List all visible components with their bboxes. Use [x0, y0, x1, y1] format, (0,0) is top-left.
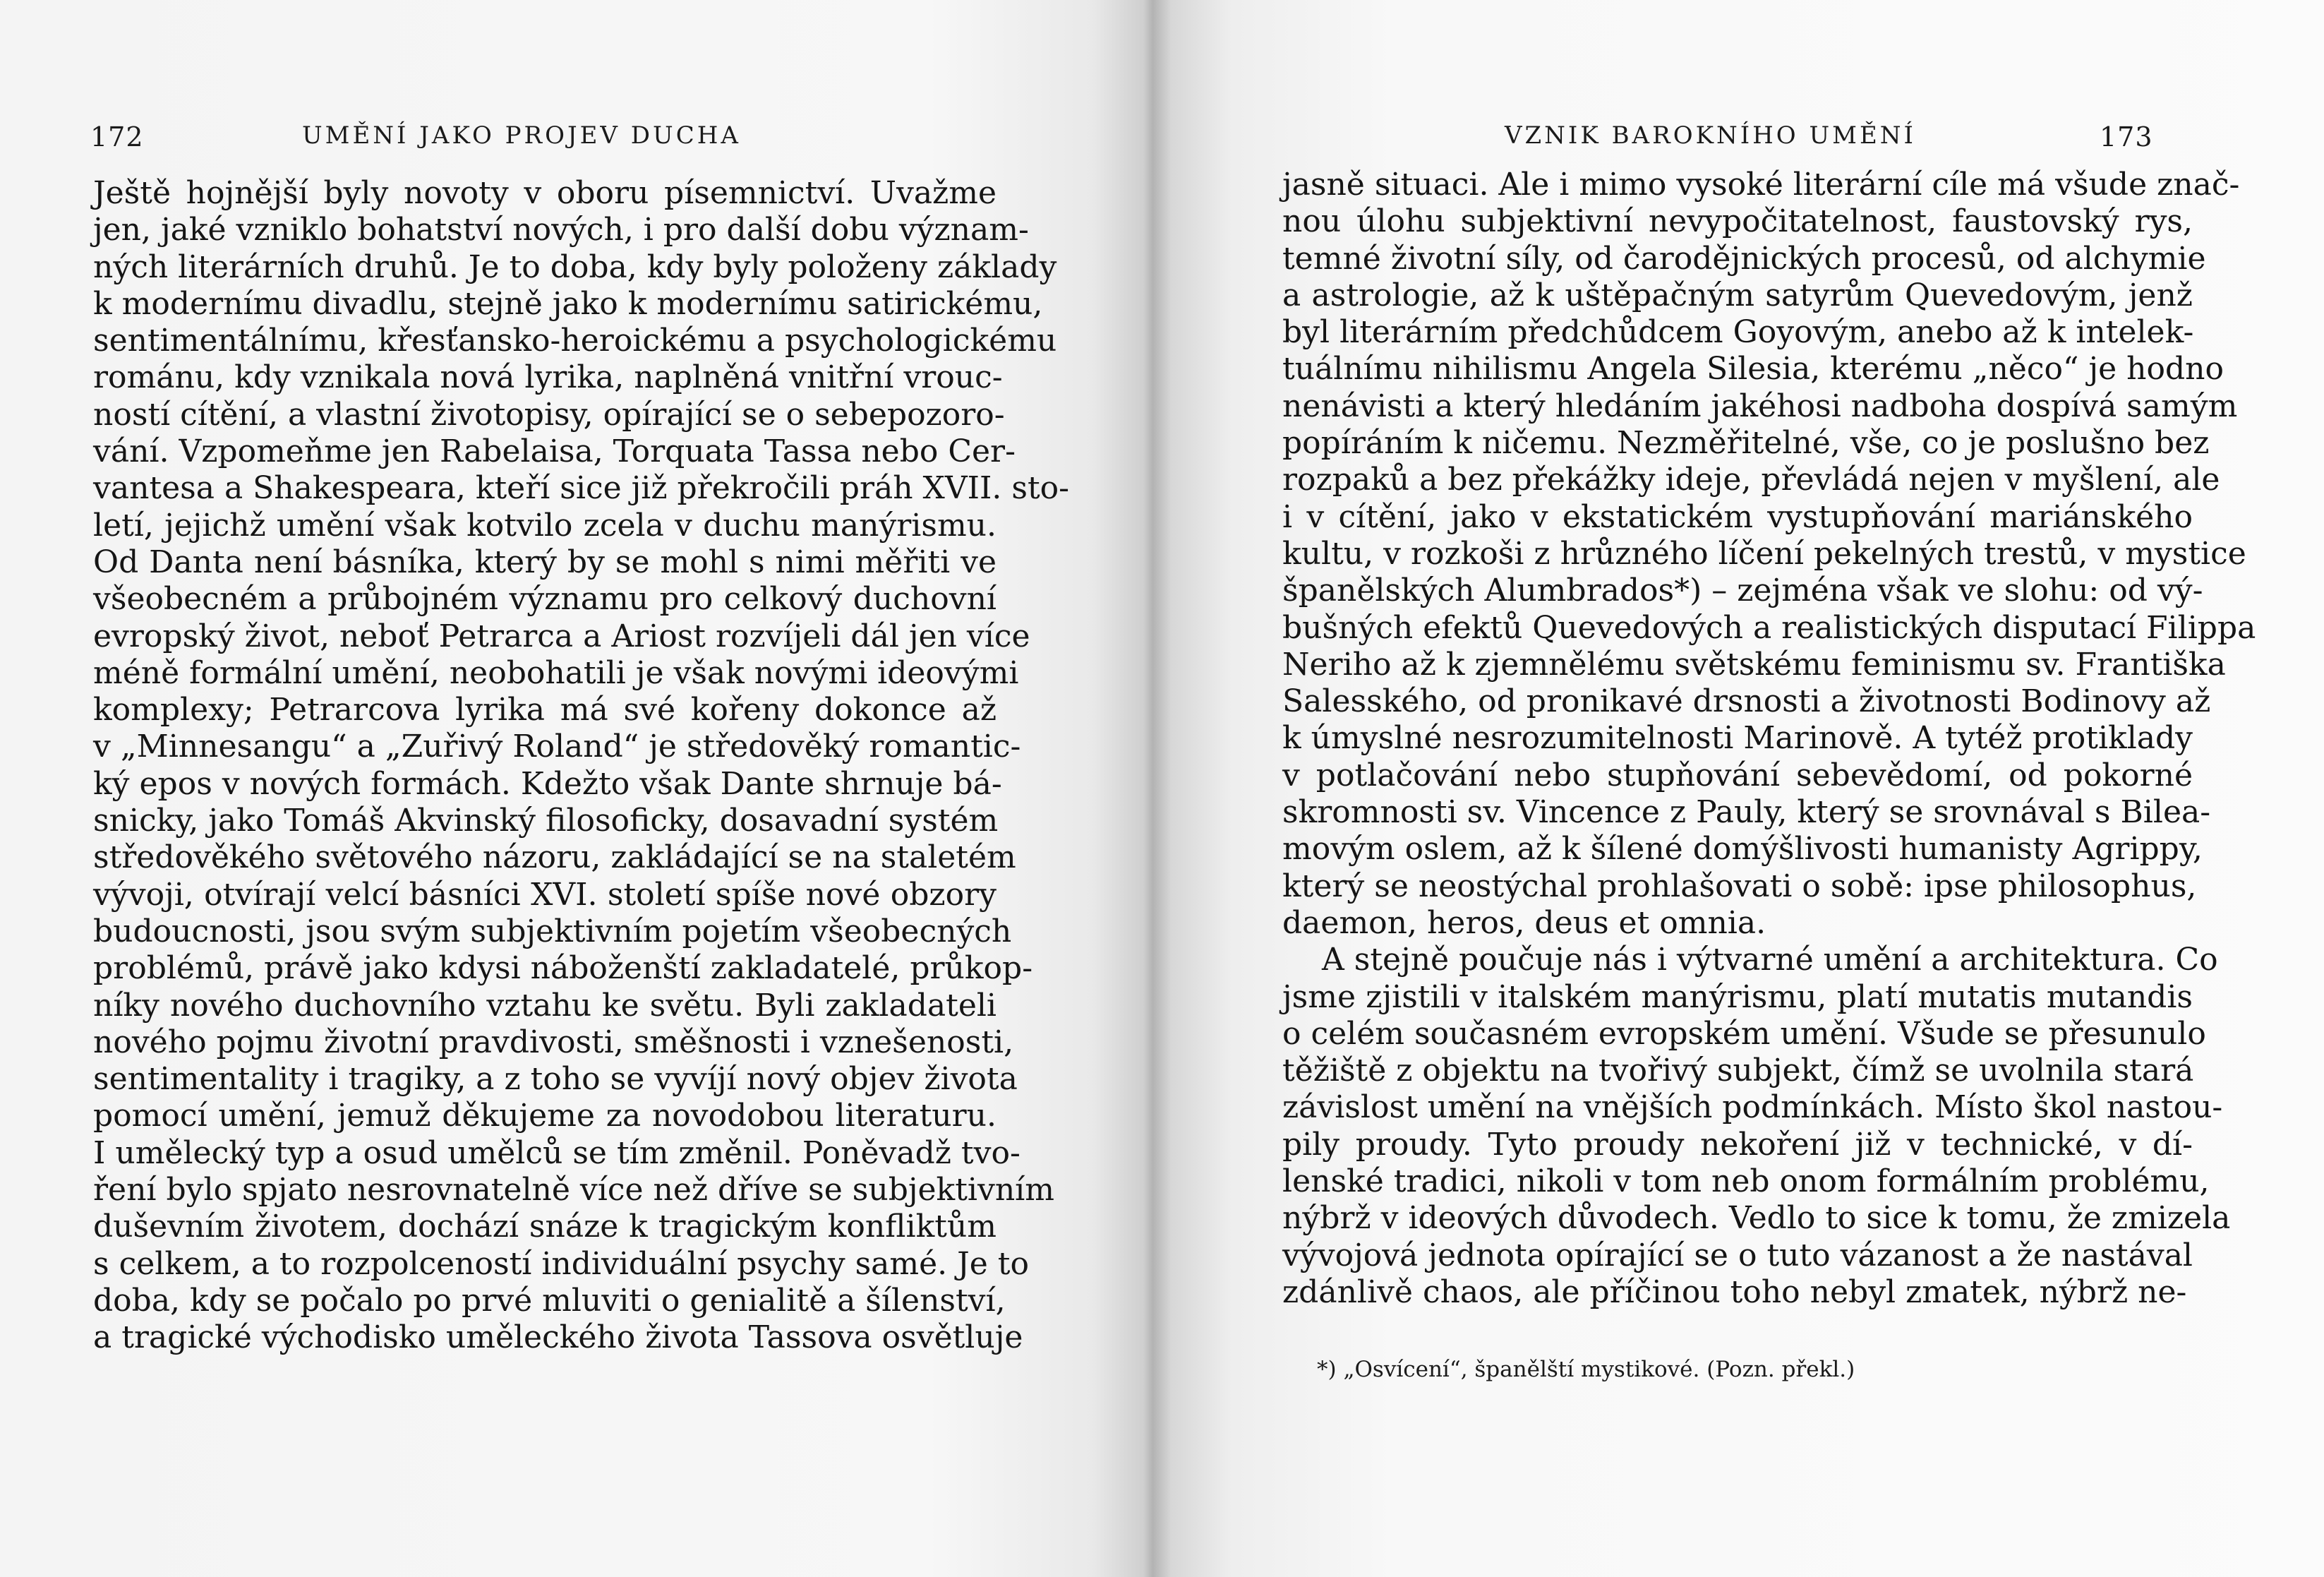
text-line: s celkem, a to rozpolceností individuální psychy samé. Je to: [93, 1245, 1029, 1282]
text-line: rozpaků a bez překážky ideje, převládá nejen v myšlení, ale: [1282, 462, 2220, 498]
right-page: [1147, 0, 2324, 1577]
text-line: zdánlivě chaos, ale příčinou toho nebyl zmatek, nýbrž ne-: [1282, 1273, 2187, 1310]
text-line: pily proudy. Tyto proudy nekoření již v technické, v dí-: [1282, 1126, 2193, 1163]
text-line: a astrologie, až k uštěpačným satyrům Quevedovým, jenž: [1282, 277, 2193, 313]
left-page: [0, 0, 1147, 1577]
text-line: popíráním k ničemu. Nezměřitelné, vše, co je poslušno bez: [1282, 425, 2210, 462]
text-line: bušných efektů Quevedových a realistických disputací Filippa: [1282, 609, 2256, 646]
text-line: pomocí umění, jemuž děkujeme za novodobou literaturu.: [93, 1098, 997, 1134]
text-line: nenávisti a který hledáním jakéhosi nadboha dospívá samým: [1282, 388, 2238, 424]
text-line: Od Danta není básníka, který by se mohl s nimi měřiti ve: [93, 544, 997, 580]
text-line: daemon, heros, deus et omnia.: [1282, 904, 1766, 941]
text-line: Salesského, od pronikavé drsnosti a životnosti Bodinovy až: [1282, 683, 2211, 720]
text-line: lenské tradici, nikoli v tom neb onom formálním problému,: [1282, 1163, 2210, 1200]
text-line: v potlačování nebo stupňování sebevědomí, od pokorné: [1282, 757, 2193, 793]
text-line: jen, jaké vzniklo bohatství nových, i pro další dobu význam-: [93, 212, 1029, 248]
text-line: středověkého světového názoru, zakládající se na staletém: [93, 839, 1016, 876]
text-line: sentimentálnímu, křesťansko-heroickému a psychologickému: [93, 323, 1057, 359]
footnote: *) „Osvícení“, španělští mystikové. (Pozn. překl.): [1317, 1357, 1855, 1382]
text-line: ných literárních druhů. Je to doba, kdy byly položeny základy: [93, 248, 1057, 285]
body-text: [1282, 167, 2256, 1311]
text-line: letí, jejichž umění však kotvilo zcela v duchu manýrismu.: [93, 507, 997, 544]
text-line: ností cítění, a vlastní životopisy, opírající se o sebepozoro-: [93, 396, 1005, 433]
text-line: o celém současném evropském umění. Všude se přesunulo: [1282, 1015, 2206, 1052]
text-line: vantesa a Shakespeara, kteří sice již překročili práh XVII. sto-: [93, 470, 1069, 507]
text-line: vývojová jednota opírající se o tuto vázanost a že nastával: [1282, 1237, 2193, 1273]
text-line: v „Minnesangu“ a „Zuřivý Roland“ je středověký romantic-: [93, 728, 1021, 765]
page-number: 172: [90, 121, 144, 152]
text-line: jsme zjistili v italském manýrismu, platí mutatis mutandis: [1282, 978, 2193, 1015]
text-line: k modernímu divadlu, stejně jako k modernímu satirickému,: [93, 285, 1043, 322]
text-line: problémů, právě jako kdysi náboženští zakladatelé, průkop-: [93, 950, 1033, 987]
text-line: závislost umění na vnějších podmínkách. Místo škol nastou-: [1282, 1089, 2223, 1126]
text-line: a tragické východisko uměleckého života Tassova osvětluje: [93, 1319, 1023, 1356]
text-line: všeobecném a průbojném významu pro celkový duchovní: [93, 581, 997, 618]
text-line: nou úlohu subjektivní nevypočitatelnost, faustovský rys,: [1282, 203, 2193, 240]
text-line: snicky, jako Tomáš Akvinský filosoficky, dosavadní systém: [93, 803, 999, 839]
text-line: movým oslem, až k šílené domýšlivosti humanisty Agrippy,: [1282, 831, 2203, 868]
text-line: ký epos v nových formách. Kdežto však Dante shrnuje bá-: [93, 765, 1002, 802]
text-line: I umělecký typ a osud umělců se tím změnil. Poněvadž tvo-: [93, 1134, 1020, 1171]
text-line: budoucnosti, jsou svým subjektivním pojetím všeobecných: [93, 913, 1012, 949]
text-line: níky nového duchovního vztahu ke světu. Byli zakladateli: [93, 987, 997, 1024]
text-line: jasně situaci. Ale i mimo vysoké literární cíle má všude znač-: [1282, 167, 2240, 203]
text-line: tuálnímu nihilismu Angela Silesia, kterému „něco“ je hodno: [1282, 351, 2224, 388]
text-line: byl literárním předchůdcem Goyovým, anebo až k intelek-: [1282, 314, 2194, 351]
text-line: i v cítění, jako v ekstatickém vystupňování mariánského: [1282, 498, 2193, 535]
text-line: evropský život, neboť Petrarca a Ariost rozvíjeli dál jen více: [93, 618, 1030, 654]
text-line: skromnosti sv. Vincence z Pauly, který se srovnával s Bilea-: [1282, 794, 2211, 831]
page-number: 173: [2100, 121, 2153, 152]
text-line: k úmyslné nesrozumitelnosti Marinově. A tytéž protiklady: [1282, 720, 2193, 757]
running-head: VZNIK BAROKNÍHO UMĚNÍ: [1505, 121, 1916, 150]
body-text: [93, 175, 1069, 1357]
text-line: nýbrž v ideových důvodech. Vedlo to sice k tomu, že zmizela: [1282, 1200, 2231, 1237]
text-line: románu, kdy vznikala nová lyrika, naplněná vnitřní vrouc-: [93, 359, 1003, 396]
text-line: těžiště z objektu na tvořivý subjekt, čímž se uvolnila stará: [1282, 1053, 2194, 1089]
text-line: doba, kdy se počalo po prvé mluviti o genialitě a šílenství,: [93, 1282, 1006, 1319]
text-line: který se neostýchal prohlašovati o sobě: ipse philosophus,: [1282, 868, 2197, 904]
text-line: sentimentality i tragiky, a z toho se vyvíjí nový objev života: [93, 1061, 1018, 1098]
text-line: ření bylo spjato nesrovnatelně více než dříve se subjektivním: [93, 1172, 1054, 1209]
text-line: vání. Vzpomeňme jen Rabelaisa, Torquata Tassa nebo Cer-: [93, 433, 1016, 470]
text-line: A stejně poučuje nás i výtvarné umění a architektura. Co: [1322, 942, 2218, 978]
text-line: Ještě hojnější byly novoty v oboru písemnictví. Uvažme: [93, 175, 997, 211]
text-line: kultu, v rozkoši z hrůzného líčení pekelných trestů, v mystice: [1282, 535, 2246, 572]
text-line: komplexy; Petrarcova lyrika má své kořeny dokonce až: [93, 692, 997, 728]
text-line: vývoji, otvírají velcí básníci XVI. století spíše nové obzory: [93, 876, 997, 913]
text-line: temné životní síly, od čarodějnických procesů, od alchymie: [1282, 240, 2206, 277]
text-line: Neriho až k zjemnělému světskému feminismu sv. Františka: [1282, 646, 2226, 683]
text-line: nového pojmu životní pravdivosti, směšnosti i vznešenosti,: [93, 1024, 1014, 1060]
text-line: duševním životem, dochází snáze k tragickým konfliktům: [93, 1209, 997, 1245]
text-line: španělských Alumbrados*) – zejména však ve slohu: od vý-: [1282, 572, 2203, 609]
text-line: méně formální umění, neobohatili je však novými ideovými: [93, 654, 1019, 691]
running-head: UMĚNÍ JAKO PROJEV DUCHA: [302, 121, 741, 150]
